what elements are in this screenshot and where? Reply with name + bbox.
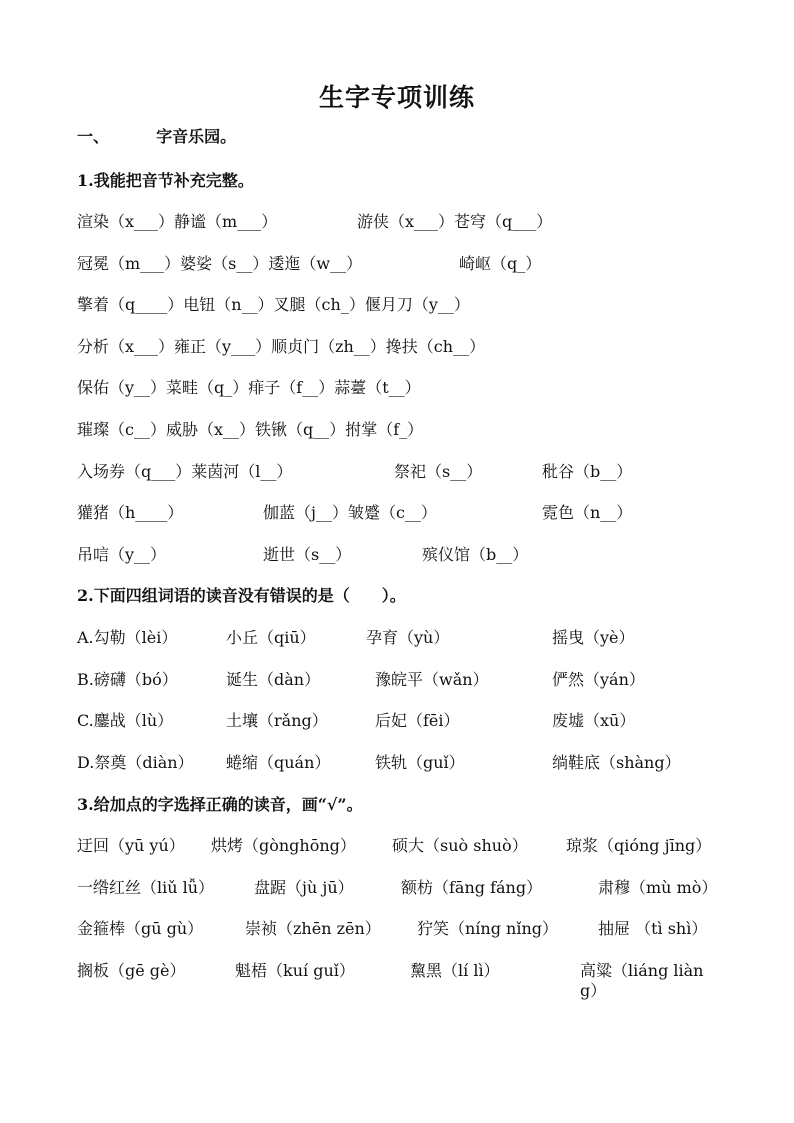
q3-row2-col2: 盘踞（jù jū） xyxy=(254,878,354,897)
question-3-prompt: 3.给加点的字选择正确的读音，画“√”。 xyxy=(77,795,363,814)
q2-rowD-col4: 绱鞋底（shàng） xyxy=(552,753,681,772)
q3-row2-col1: 一绺红丝（liǔ lǚ） xyxy=(77,878,215,897)
q2-rowB-col3: 豫皖平（wǎn） xyxy=(375,670,489,689)
q3-row1-col3: 硕大（suò shuò） xyxy=(392,836,528,855)
q2-rowD-col2: 蜷缩（quán） xyxy=(226,753,331,772)
q1-row9-part2: 逝世（s__） xyxy=(263,545,352,564)
page-title: 生字专项训练 xyxy=(318,83,475,112)
section-marker: 一、 xyxy=(77,127,110,146)
q2-rowB-col1: B.磅礴（bó） xyxy=(77,670,178,689)
q3-row4-col1: 搁板（gē gè） xyxy=(77,961,186,980)
q1-row2-part1: 冠冕（m___）婆娑（s__）逶迤（w__） xyxy=(77,254,363,273)
q3-row4-col4: 高粱（liáng liàng） xyxy=(580,961,704,1000)
question-2-prompt: 2.下面四组词语的读音没有错误的是（ ）。 xyxy=(77,586,406,605)
q1-row4: 分析（x___）雍正（y___）顺贞门（zh__）搀扶（ch__） xyxy=(77,337,486,356)
q3-row1-col1: 迂回（yū yú） xyxy=(77,836,185,855)
q3-row3-col3: 狞笑（níng nǐng） xyxy=(417,919,559,938)
q1-row2-part2: 崎岖（q_） xyxy=(459,254,542,273)
q1-row1-part2: 游侠（x___）苍穹（q___） xyxy=(357,212,553,231)
q2-rowC-col4: 废墟（xū） xyxy=(552,711,636,730)
q3-row2-col4: 肃穆（mù mò） xyxy=(598,878,718,897)
q3-row3-col4: 抽屉 （tì shì） xyxy=(598,919,708,938)
q1-row3: 擎着（q____）电钮（n__）叉腿（ch_）偃月刀（y__） xyxy=(77,295,470,314)
q2-rowA-col1: A.勾勒（lèi） xyxy=(77,628,178,647)
section-heading xyxy=(77,127,236,147)
q1-row8-part1: 獾猪（h____） xyxy=(77,503,184,522)
q3-row2-col3: 额枋（fāng fáng） xyxy=(401,878,543,897)
q2-rowC-col2: 土壤（rǎng） xyxy=(226,711,328,730)
q2-rowA-col3: 孕育（yù） xyxy=(366,628,450,647)
question-1-prompt: 1.我能把音节补充完整。 xyxy=(77,171,254,190)
q1-row1-part1: 渲染（x___）静谧（m___） xyxy=(77,212,278,231)
q2-rowB-col2: 诞生（dàn） xyxy=(226,670,321,689)
q1-row7-part3: 秕谷（b__） xyxy=(542,462,633,481)
q1-row8-part3: 霓色（n__） xyxy=(542,503,633,522)
q1-row7-part1: 入场券（q___）莱茵河（l__） xyxy=(77,462,293,481)
q2-rowD-col3: 铁轨（guǐ） xyxy=(375,753,465,772)
q2-rowD-col1: D.祭奠（diàn） xyxy=(77,753,194,772)
q3-row1-col2: 烘烤（gònghōng） xyxy=(211,836,356,855)
q1-row8-part2: 伽蓝（j__）皱蹙（c__） xyxy=(263,503,437,522)
q1-row9-part1: 吊唁（y__） xyxy=(77,545,167,564)
q3-row4-col3: 黧黑（lí lì） xyxy=(410,961,500,980)
q3-row4-col2: 魁梧（kuí guǐ） xyxy=(235,961,355,980)
q1-row5: 保佑（y__）菜畦（q_）痱子（f__）蒜薹（t__） xyxy=(77,378,421,397)
q2-rowC-col3: 后妃（fēi） xyxy=(375,711,460,730)
q3-row1-col4: 琼浆（qióng jīng） xyxy=(566,836,712,855)
section-label: 字音乐园。 xyxy=(156,127,237,146)
q1-row6: 璀璨（c__）威胁（x__）铁锹（q__）拊掌（f_） xyxy=(77,420,424,439)
q2-rowA-col2: 小丘（qiū） xyxy=(226,628,316,647)
q1-row9-part3: 殡仪馆（b__） xyxy=(422,545,529,564)
q3-row3-col2: 崇祯（zhēn zēn） xyxy=(245,919,381,938)
q1-row7-part2: 祭祀（s__） xyxy=(394,462,483,481)
q2-rowA-col4: 摇曳（yè） xyxy=(552,628,635,647)
q3-row3-col1: 金箍棒（gū gù） xyxy=(77,919,204,938)
q2-rowC-col1: C.鏖战（lù） xyxy=(77,711,174,730)
q2-rowB-col4: 俨然（yán） xyxy=(552,670,645,689)
